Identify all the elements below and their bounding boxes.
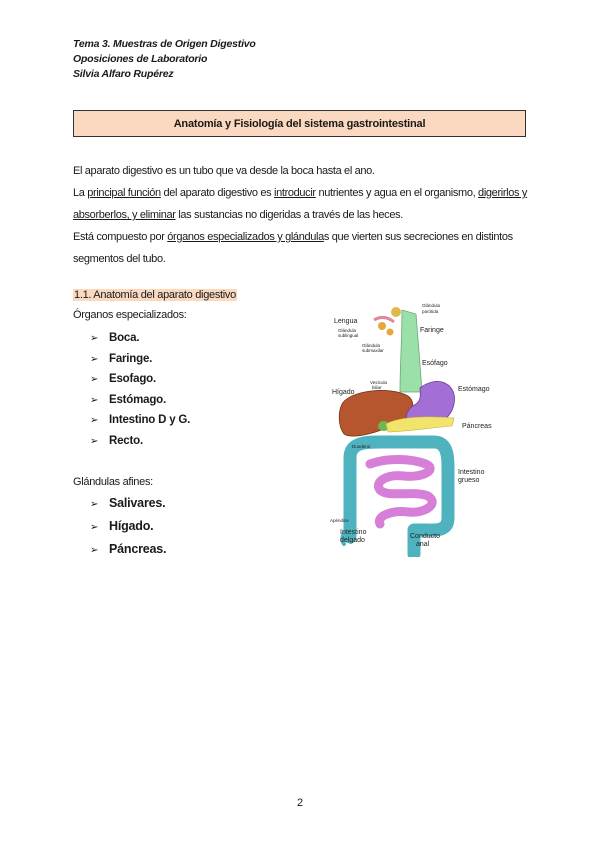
label-lengua: Lengua: [334, 318, 358, 325]
list-item-label: Salivares.: [109, 496, 166, 510]
text-run: nutrientes y agua en el organismo,: [315, 187, 479, 199]
label-duodeno: Duodeno: [352, 444, 371, 449]
text-run: s que vierten sus secreciones en distintos segmentos del tubo.: [73, 231, 513, 265]
header-author: Silvia Alfaro Rupérez: [73, 68, 174, 80]
list-item: [90, 369, 190, 390]
section-title: 1.1. Anatomía del aparato digestivo: [74, 289, 236, 301]
list-item-label: Estómago.: [109, 393, 166, 406]
header-course: Oposiciones de Laboratorio: [73, 53, 208, 65]
list-item: [90, 431, 190, 452]
arrow-bullet-icon: ➢: [90, 545, 99, 556]
label-conducto-2: anal: [416, 541, 430, 548]
arrow-bullet-icon: ➢: [90, 415, 99, 426]
list-item-label: Hígado.: [109, 519, 154, 533]
tongue-shape: [374, 317, 394, 322]
label-gland-sublingual-2: sublingual: [338, 333, 359, 338]
text-run: Está compuesto por: [73, 231, 168, 243]
list-item-label: Intestino D y G.: [109, 414, 191, 426]
arrow-bullet-icon: ➢: [90, 353, 99, 365]
small-intestine-shape: [370, 460, 432, 525]
list-item: [90, 349, 190, 370]
sublingual-gland-shape: [378, 322, 386, 330]
arrow-bullet-icon: ➢: [90, 435, 99, 447]
parotid-gland-shape: [391, 307, 401, 317]
label-gland-parotida: Glándula: [422, 303, 441, 308]
arrow-bullet-icon: ➢: [90, 522, 99, 533]
header-topic: Tema 3. Muestras de Origen Digestivo: [73, 38, 256, 50]
label-conducto: Conducto: [410, 533, 440, 540]
page-number: 2: [296, 797, 304, 809]
intro-paragraph-3: [73, 226, 529, 270]
label-int-grueso-2: grueso: [458, 477, 480, 484]
list-item: [90, 328, 190, 349]
arrow-bullet-icon: ➢: [90, 374, 99, 385]
esophagus-shape: [400, 310, 422, 392]
list-item-label: Faringe.: [109, 352, 153, 365]
label-apendice: Apéndice: [330, 518, 349, 523]
digestive-system-diagram: [330, 292, 535, 557]
list-item-label: Esofago.: [109, 373, 156, 385]
organs-label: Órganos especializados:: [73, 309, 187, 321]
document-header: [73, 37, 256, 82]
glands-label: Glándulas afines:: [73, 476, 153, 488]
intro-paragraph-2: [73, 182, 529, 226]
label-int-delgado: Intestino: [340, 529, 367, 536]
list-item-label: Boca.: [109, 332, 140, 344]
label-int-delgado-2: delgado: [340, 537, 365, 544]
underlined-text: principal función: [87, 187, 161, 199]
label-gland-submax-2: submaxilar: [362, 348, 384, 353]
arrow-bullet-icon: ➢: [90, 499, 99, 510]
label-estomago: Estómago: [458, 386, 490, 393]
list-item: [90, 492, 166, 515]
label-vesicula: Vesícula: [370, 380, 388, 385]
page-title: Anatomía y Fisiología del sistema gastrointestinal: [73, 110, 526, 137]
intro-paragraph-1: El aparato digestivo es un tubo que va desde la boca hasta el ano.: [73, 165, 375, 177]
label-higado: Hígado: [332, 389, 355, 396]
label-pancreas: Páncreas: [462, 423, 492, 430]
underlined-text: introducir: [274, 187, 316, 199]
label-faringe: Faringe: [420, 327, 444, 334]
list-item: [90, 538, 166, 561]
underlined-text: órganos especializados y glándula: [167, 231, 324, 243]
intro-text: [73, 160, 529, 270]
label-int-grueso: Intestino: [458, 469, 485, 476]
label-vesicula-2: biliar: [372, 385, 382, 390]
list-item: [90, 410, 190, 431]
arrow-bullet-icon: ➢: [90, 394, 99, 406]
organs-list: [90, 328, 190, 451]
text-run: La: [73, 187, 88, 199]
label-gland-submax: Glándula: [362, 343, 381, 348]
list-item: [90, 515, 166, 538]
list-item: [90, 390, 190, 411]
list-item-label: Recto.: [109, 434, 143, 447]
label-gland-parotida-2: parótida: [422, 309, 439, 314]
arrow-bullet-icon: ➢: [90, 333, 99, 344]
underlined-text: digerirlos y absorberlos, y eliminar: [73, 187, 528, 221]
label-gland-sublingual: Glándula: [338, 328, 357, 333]
submaxillary-gland-shape: [387, 329, 394, 336]
text-run: del aparato digestivo es: [160, 187, 274, 199]
glands-list: [90, 492, 166, 561]
list-item-label: Páncreas.: [109, 542, 167, 556]
label-esofago: Esófago: [422, 360, 448, 367]
text-run: las sustancias no digeridas a través de las heces.: [175, 209, 403, 221]
